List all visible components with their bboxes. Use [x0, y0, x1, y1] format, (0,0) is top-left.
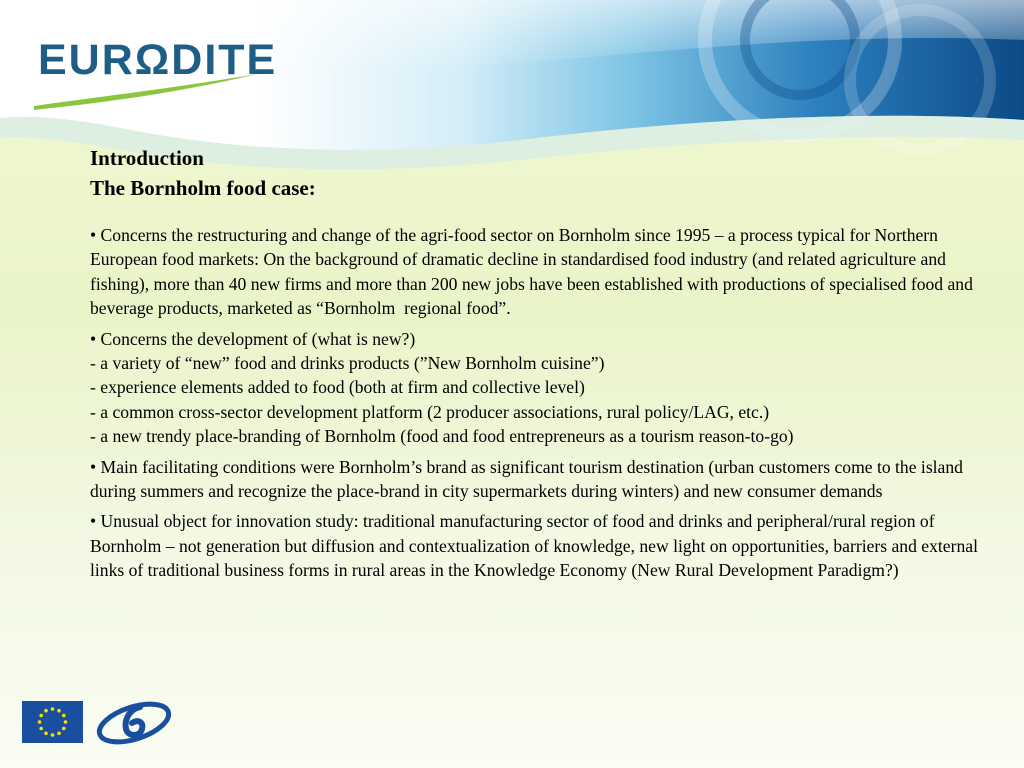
logo-swoosh-icon — [30, 72, 270, 112]
eurodite-logo — [30, 28, 278, 108]
title-line-2: The Bornholm food case: — [90, 176, 316, 200]
title-line-1: Introduction — [90, 146, 204, 170]
slide-content — [90, 143, 995, 589]
bullet-unusual-object — [90, 509, 995, 582]
bullet-development — [90, 327, 995, 449]
fp6-logo-icon — [94, 699, 174, 745]
bullet-restructuring — [90, 223, 995, 321]
bullet-text: • Concerns the development of (what is new?) — [90, 328, 416, 349]
bullet-text: • Main facilitating conditions were Bornholm’s brand as significant tourism destination (urban customers come to the island during summers and recognize the place-brand in city supermarkets during winters) and new consumer demands — [90, 456, 963, 502]
eu-flag-icon — [22, 701, 83, 743]
sub-item: - experience elements added to food (both at firm and collective level) — [90, 377, 585, 398]
bullet-text: • Concerns the restructuring and change of the agri-food sector on Bornholm since 1995 – a process typical for Northern European food markets: On the background of dramatic decline in standardised food industry (and related agriculture and fishing), more than 40 new firms and more than 200 new jobs have been established with productions of specialised food and beverage products, marketed as “Bornholm regional food”. — [90, 225, 973, 319]
logo-text: EURΩDITE — [38, 36, 278, 84]
sub-item: - a common cross-sector development platform (2 producer associations, rural policy/LAG, etc.) — [90, 401, 770, 422]
bullet-conditions — [90, 455, 995, 504]
sub-item: - a variety of “new” food and drinks products (”New Bornholm cuisine”) — [90, 353, 605, 374]
bullet-text: • Unusual object for innovation study: traditional manufacturing sector of food and drinks and peripheral/rural region of Bornholm – not generation but diffusion and contextualization of knowledge, new light on opportunities, barriers and external links of traditional business forms in rural areas in the Knowledge Economy (New Rural Development Paradigm?) — [90, 511, 978, 581]
sub-item: - a new trendy place-branding of Bornholm (food and food entrepreneurs as a tourism reason-to-go) — [90, 426, 794, 447]
slide-title — [90, 143, 995, 203]
